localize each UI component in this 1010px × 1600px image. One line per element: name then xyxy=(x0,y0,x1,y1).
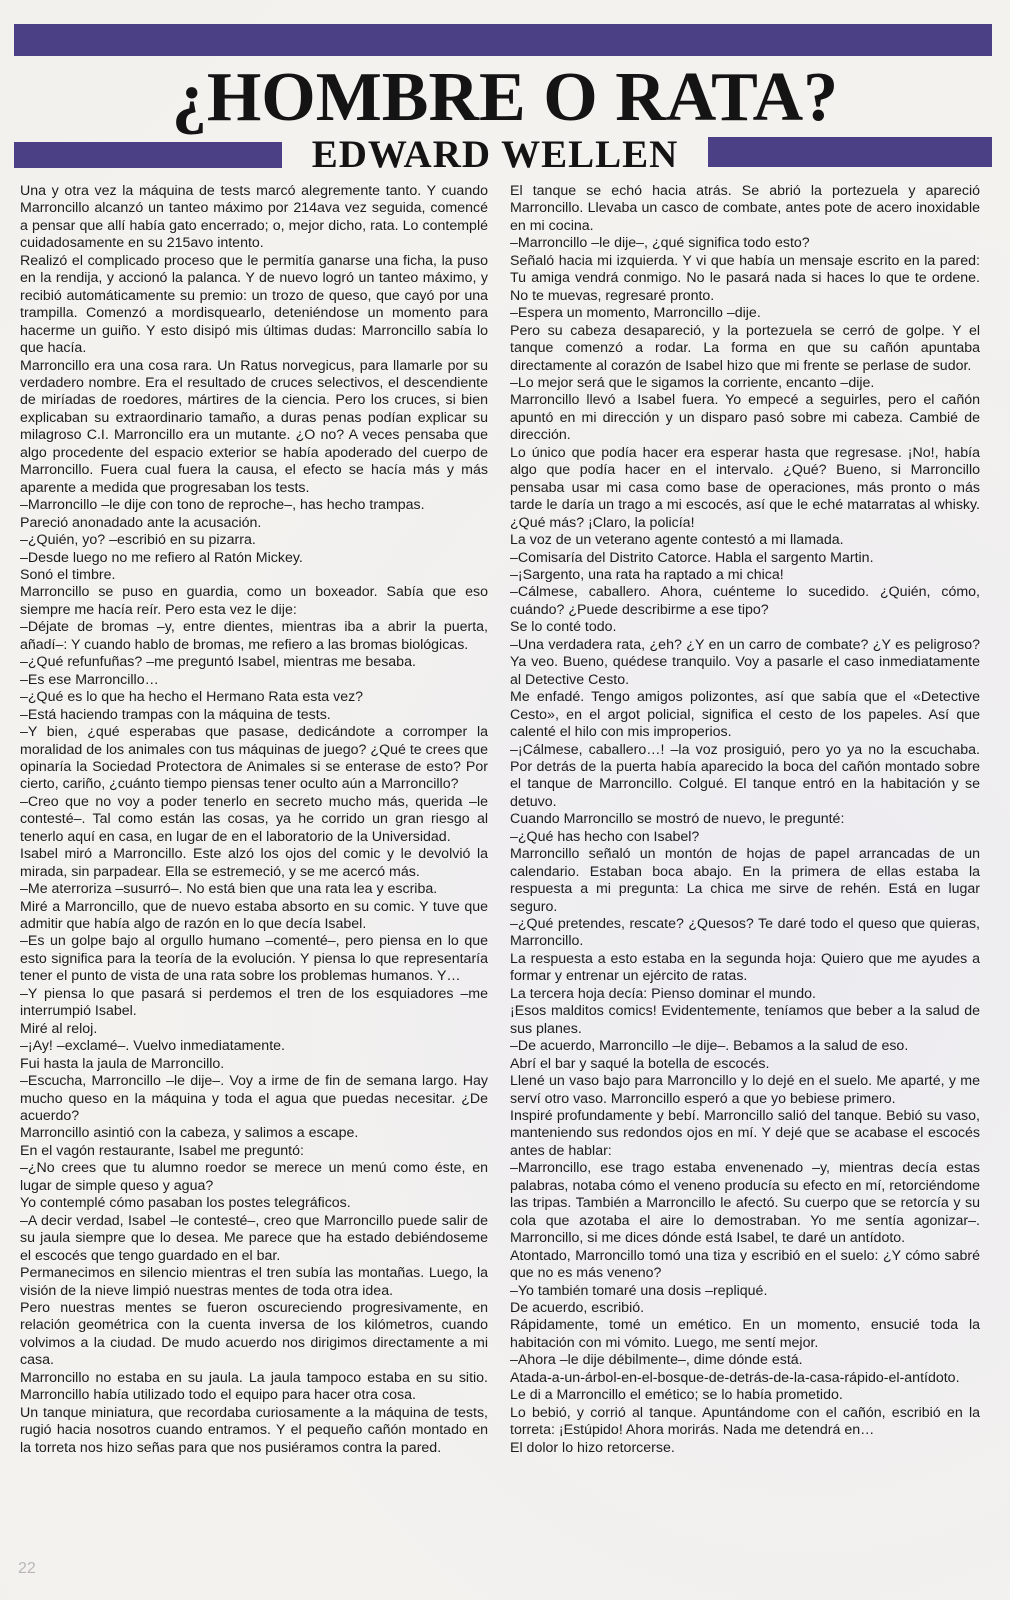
paragraph: –Me aterroriza –susurró–. No está bien que una rata lea y escriba. xyxy=(20,881,438,898)
page-number: 22 xyxy=(18,1560,36,1577)
paragraph: De acuerdo, escribió. xyxy=(510,1300,645,1316)
paragraph: –Creo que no voy a poder tenerlo en secreto mucho más, querida –le contesté–. Tal como están las cosas, ya he corrido un gran riesgo al tenerlo aquí en casa, en lugar de en el laboratorio de la Universidad. xyxy=(20,793,488,845)
paragraph: Me enfadé. Tengo amigos polizontes, así que sabía que el «Detective Cesto», en el argot policial, significa el cesto de los papeles. Así que calenté el hilo con mis improperios. xyxy=(510,689,980,741)
paragraph: Realizó el complicado proceso que le permitía ganarse una ficha, la puso en la rendija, y accionó la palanca. Y de nuevo logró un tanteo máximo, y recibió automáticamente su premio: un trozo de queso, que cayó por una trampilla. Comenzó a mordisquearlo, deteniéndose un momento para hacerme un guiño. Y esto disipó mis últimas dudas: Marroncillo sabía lo que hacía. xyxy=(20,252,488,357)
paragraph: –Y bien, ¿qué esperabas que pasase, dedicándote a corromper la moralidad de los animales con tus máquinas de juego? ¿Qué te crees que opinaría la Sociedad Protectora de Animales si se enterase de esto? Por cierto, cariño, ¿cuánto tiempo piensas tener oculto aún a Marroncillo? xyxy=(20,724,488,793)
paragraph: –Escucha, Marroncillo –le dije–. Voy a irme de fin de semana largo. Hay mucho queso en la máquina y toda el agua que puedas necesitar. ¿De acuerdo? xyxy=(20,1073,488,1125)
paragraph: Marroncillo asintió con la cabeza, y salimos a escape. xyxy=(20,1125,359,1142)
paragraph: –Marroncillo, ese trago estaba envenenado –y, mientras decía estas palabras, notaba cómo el veneno producía su efecto en mí, retorciéndome las tripas. También a Marroncillo le afectó. Su cuerpo que se retorcía y su cola que azotaba el aire lo demostraban. Yo me sentía agonizar–. Marroncillo, si me dices dónde está Isabel, te daré un antídoto. xyxy=(510,1160,980,1247)
paragraph: –Lo mejor será que le sigamos la corriente, encanto –dije. xyxy=(510,374,875,391)
paragraph: Le di a Marroncillo el emético; se lo había prometido. xyxy=(510,1387,843,1404)
paragraph: –Y piensa lo que pasará si perdemos el tren de los esquiadores –me interrumpió Isabel. xyxy=(20,985,488,1020)
paragraph: –Cálmese, caballero. Ahora, cuénteme lo sucedido. ¿Quién, cómo, cuándo? ¿Puede describirme a ese tipo? xyxy=(510,584,980,618)
author-name: EDWARD WELLEN xyxy=(311,133,679,176)
paragraph: –¿Quién, yo? –escribió en su pizarra. xyxy=(20,532,256,549)
paragraph: Pareció anonadado ante la acusación. xyxy=(20,514,262,531)
paragraph: Fui hasta la jaula de Marroncillo. xyxy=(20,1055,225,1072)
paragraph: –Está haciendo trampas con la máquina de tests. xyxy=(20,706,331,723)
paragraph: Isabel miró a Marroncillo. Este alzó los ojos del comic y le devolvió la mirada, sin parpadear. Ella se estremeció, y se me acercó más. xyxy=(20,846,488,880)
paragraph: Una y otra vez la máquina de tests marcó alegremente tanto. Y cuando Marroncillo alcanzó un tanteo máximo por 214ava vez seguida, comencé a pensar que allí había gato encerrado; o, mejor dicho, rata. Lo contemplé cuidadosamente en su 215avo intento. xyxy=(20,183,488,252)
top-color-bar xyxy=(14,24,992,56)
paragraph: Marroncillo era una cosa rara. Un Ratus norvegicus, para llamarle por su verdadero nombre. Era el resultado de cruces selectivos, el descendiente de miríadas de roedores, mártires de la ciencia. Pero los cruces, si bien explicaban su extraordinario tamaño, a duras penas podían explicar su milagroso C.I. Marroncillo era un mutante. ¿O no? A veces pensaba que algo procedente del espacio exterior se había apoderado del cuerpo de Marroncillo. Fuera cual fuera la causa, el efecto se hacía más y más aparente a medida que progresaban los tests. xyxy=(20,357,488,496)
paragraph: Se lo conté todo. xyxy=(510,619,617,636)
paragraph: Llené un vaso bajo para Marroncillo y lo dejé en el suelo. Me aparté, y me serví otro vaso. Marroncillo esperó a que yo bebiese primero. xyxy=(510,1073,980,1107)
paragraph: ¡Esos malditos comics! Evidentemente, teníamos que beber a la salud de sus planes. xyxy=(510,1003,980,1037)
paragraph: En el vagón restaurante, Isabel me preguntó: xyxy=(20,1142,304,1159)
paragraph: –¡Cálmese, caballero…! –la voz prosiguió, pero yo ya no la escuchaba. Por detrás de la puerta había aparecido la boca del cañón montado sobre el tanque de Marroncillo. Colgué. El tanque entró en la habitación y se detuvo. xyxy=(510,741,980,810)
paragraph: Pero nuestras mentes se fueron oscureciendo progresivamente, en relación geométrica con la cuenta inversa de los kilómetros, cuando volvimos a la ciudad. De mudo acuerdo nos dirigimos directamente a mi casa. xyxy=(20,1300,488,1369)
paragraph: Marroncillo llevó a Isabel fuera. Yo empecé a seguirles, pero el cañón apuntó en mi dirección y un disparo pasó sobre mi cabeza. Cambié de dirección. xyxy=(510,392,980,444)
paragraph: –¿Qué es lo que ha hecho el Hermano Rata esta vez? xyxy=(20,689,364,706)
paragraph: Yo contemplé cómo pasaban los postes telegráficos. xyxy=(20,1195,351,1212)
paragraph: –A decir verdad, Isabel –le contesté–, creo que Marroncillo puede salir de su jaula siempre que lo desea. Me parece que ha estado debiéndoseme el escocés que tengo guardado en el bar. xyxy=(20,1212,488,1264)
author-bar-right xyxy=(708,137,992,167)
paragraph: –Yo también tomaré una dosis –repliqué. xyxy=(510,1282,768,1299)
paragraph: –De acuerdo, Marroncillo –le dije–. Bebamos a la salud de eso. xyxy=(510,1038,909,1055)
paragraph: El tanque se echó hacia atrás. Se abrió la portezuela y apareció Marroncillo. Llevaba un casco de combate, antes pote de acero inoxidable en mi cocina. xyxy=(510,183,980,234)
paragraph: –Ahora –le dije débilmente–, dime dónde está. xyxy=(510,1352,803,1369)
paragraph: La tercera hoja decía: Pienso dominar el mundo. xyxy=(510,985,817,1002)
text-column-left xyxy=(20,183,488,1457)
paragraph: Atontado, Marroncillo tomó una tiza y escribió en el suelo: ¿Y cómo sabré que no es más veneno? xyxy=(510,1247,980,1282)
paragraph: Un tanque miniatura, que recordaba curiosamente a la máquina de tests, rugió hacia nosotros cuando entramos. Y el pequeño cañón montado en la torreta nos hizo señas para que nos pusiéramos contra la pared. xyxy=(20,1404,488,1456)
paragraph: –Desde luego no me refiero al Ratón Mickey. xyxy=(20,549,303,566)
paragraph: –Marroncillo –le dije–, ¿qué significa todo esto? xyxy=(510,235,810,252)
paragraph: Miré al reloj. xyxy=(20,1020,98,1037)
paragraph: –Comisaría del Distrito Catorce. Habla el sargento Martin. xyxy=(510,549,874,566)
paragraph: Lo bebió, y corrió al tanque. Apuntándome con el cañón, escribió en la torreta: ¡Estúpido! Ahora morirás. Nada me detendrá en… xyxy=(510,1404,980,1439)
text-column-right xyxy=(510,183,980,1457)
paragraph: –Es ese Marroncillo… xyxy=(20,671,159,688)
paragraph: Sonó el timbre. xyxy=(20,566,116,583)
author-row xyxy=(14,133,992,176)
author-bar-left xyxy=(14,142,282,168)
paragraph: Marroncillo se puso en guardia, como un boxeador. Sabía que eso siempre me hacía reír. Pero esta vez le dije: xyxy=(20,584,488,618)
paragraph: Permanecimos en silencio mientras el tren subía las montañas. Luego, la visión de la nieve limpió nuestras mentes de toda otra idea. xyxy=(20,1265,488,1299)
paragraph: Atada-a-un-árbol-en-el-bosque-de-detrás-de-la-casa-rápido-el-antídoto. xyxy=(510,1369,960,1386)
paragraph: Marroncillo no estaba en su jaula. La jaula tampoco estaba en su sitio. Marroncillo había utilizado todo el equipo para hacer otra cosa. xyxy=(20,1369,488,1404)
paragraph: –¿Qué pretendes, rescate? ¿Quesos? Te daré todo el queso que quieras, Marroncillo. xyxy=(510,916,980,950)
paragraph: –¡Sargento, una rata ha raptado a mi chica! xyxy=(510,566,784,583)
paragraph: –Una verdadera rata, ¿eh? ¿Y en un carro de combate? ¿Y es peligroso? Ya veo. Bueno, quédese tranquilo. Voy a pasarle el caso inmediatamente al Detective Cesto. xyxy=(510,636,980,688)
paragraph: –¡Ay! –exclamé–. Vuelvo inmediatamente. xyxy=(20,1038,285,1055)
paragraph: Pero su cabeza desapareció, y la portezuela se cerró de golpe. Y el tanque comenzó a rodar. La forma en que su cañón apuntaba directamente al corazón de Isabel hizo que mi frente se perlase de sudor. xyxy=(510,322,980,374)
paragraph: La respuesta a esto estaba en la segunda hoja: Quiero que me ayudes a formar y entrenar un ejército de ratas. xyxy=(510,950,980,985)
paragraph: –¿Qué has hecho con Isabel? xyxy=(510,828,700,845)
paragraph: Marroncillo señaló un montón de hojas de papel arrancadas de un calendario. Estaban boca abajo. En la primera de ellas estaba la respuesta a mi pregunta: La chica me sirve de rehén. Está en lugar seguro. xyxy=(510,846,980,915)
paragraph: Abrí el bar y saqué la botella de escocés. xyxy=(510,1055,770,1072)
story-title: ¿HOMBRE O RATA? xyxy=(171,59,839,136)
paragraph: –Déjate de bromas –y, entre dientes, mientras iba a abrir la puerta, añadí–: Y cuando hablo de bromas, me refiero a las bromas biológicas. xyxy=(20,619,488,653)
paragraph: –Espera un momento, Marroncillo –dije. xyxy=(510,305,761,322)
paragraph: Cuando Marroncillo se mostró de nuevo, le pregunté: xyxy=(510,811,845,828)
paragraph: –Es un golpe bajo al orgullo humano –comenté–, pero piensa en lo que esto significa para la teoría de la evolución. Y piensa lo que representaría tener el punto de vista de una rata sobre los problemas humanos. Y… xyxy=(20,933,488,985)
paragraph: –Marroncillo –le dije con tono de reproche–, has hecho trampas. xyxy=(20,497,425,514)
paragraph: Señaló hacia mi izquierda. Y vi que había un mensaje escrito en la pared: Tu amiga vendrá conmigo. No le pasará nada si haces lo que te ordene. No te muevas, regresaré pronto. xyxy=(510,252,980,304)
paragraph: Lo único que podía hacer era esperar hasta que regresase. ¡No!, había algo que podía hacer en el intervalo. ¿Qué? Bueno, si Marroncillo pensaba usar mi casa como base de operaciones, más pronto o más tarde le daría un trago a mi escocés, así que le eché matarratas al whisky. ¿Qué más? ¡Claro, la policía! xyxy=(510,444,980,531)
paragraph: Inspiré profundamente y bebí. Marroncillo salió del tanque. Bebió su vaso, manteniendo sus redondos ojos en mí. Y dejé que se acabase el escocés antes de hablar: xyxy=(510,1108,980,1159)
paragraph: El dolor lo hizo retorcerse. xyxy=(510,1439,675,1456)
paragraph: –¿Qué refunfuñas? –me preguntó Isabel, mientras me besaba. xyxy=(20,654,416,671)
paragraph: –¿No crees que tu alumno roedor se merece un menú como éste, en lugar de simple queso y agua? xyxy=(20,1160,488,1194)
paragraph: La voz de un veterano agente contestó a mi llamada. xyxy=(510,532,844,549)
paragraph: Rápidamente, tomé un emético. En un momento, ensucié toda la habitación con mi vómito. Luego, me sentí mejor. xyxy=(510,1317,980,1351)
paragraph: Miré a Marroncillo, que de nuevo estaba absorto en su comic. Y tuve que admitir que había algo de razón en lo que decía Isabel. xyxy=(20,898,488,933)
